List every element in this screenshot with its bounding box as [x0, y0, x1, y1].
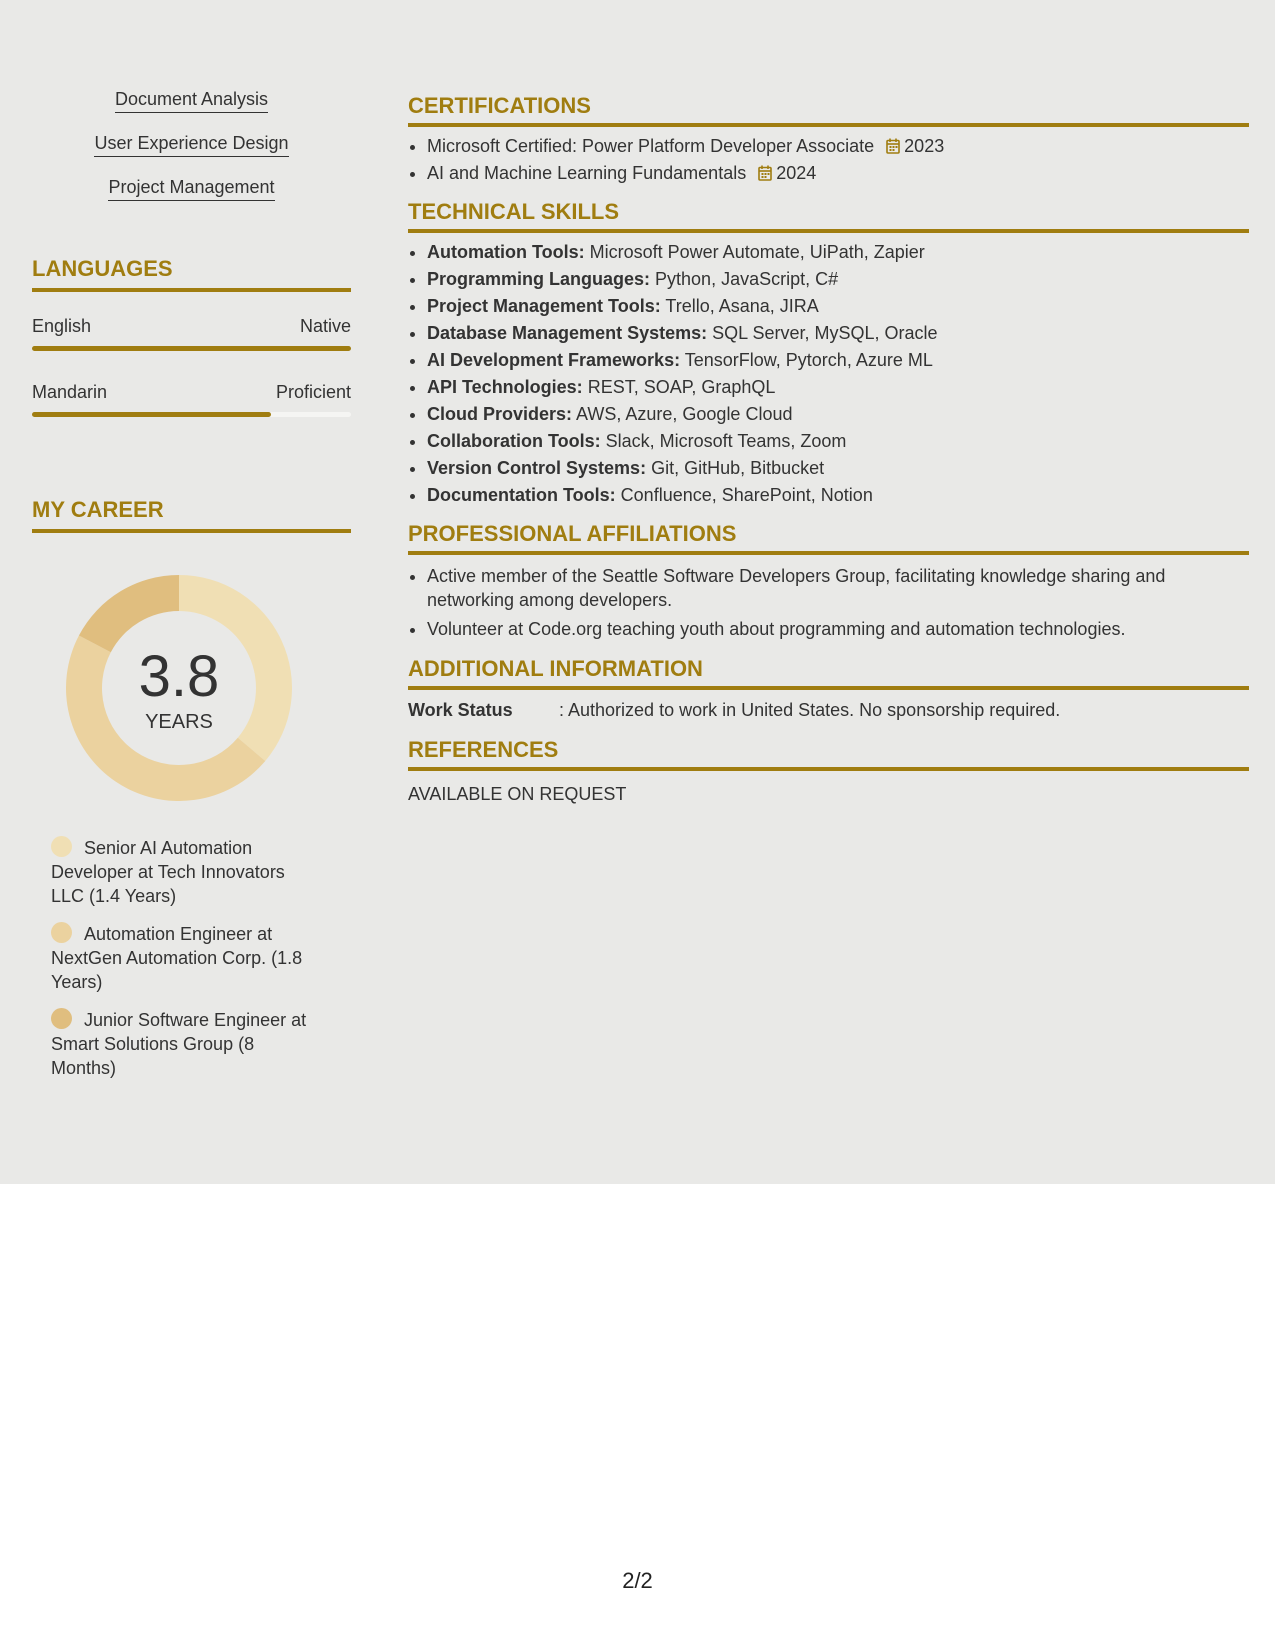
career-item — [51, 922, 321, 994]
tech-skill-label: Programming Languages: — [427, 269, 651, 289]
references-text: AVAILABLE ON REQUEST — [408, 784, 627, 804]
tech-skill-item — [427, 455, 1249, 482]
technical-skills-title: TECHNICAL SKILLS — [408, 199, 1249, 233]
technical-skills-section — [408, 199, 1249, 509]
certifications-section — [408, 93, 1249, 187]
technical-skills-list — [408, 239, 1249, 509]
tech-skill-item — [427, 320, 1249, 347]
page-number: 2/2 — [622, 1568, 653, 1593]
tech-skill-item — [427, 374, 1249, 401]
language-bar — [32, 412, 351, 417]
references-section — [408, 737, 1249, 805]
career-dot — [51, 1008, 72, 1029]
tech-skill-label: Collaboration Tools: — [427, 431, 601, 451]
affiliation-item: • Volunteer at Code.org teaching youth about programming and automation technologies. — [427, 615, 1249, 644]
certifications-title: CERTIFICATIONS — [408, 93, 1249, 127]
career-item-text: Senior AI Automation Developer at Tech Innovators LLC (1.4 Years) — [51, 838, 285, 906]
career-item-text: Automation Engineer at NextGen Automation Corp. (1.8 Years) — [51, 924, 303, 992]
language-name: English — [32, 316, 92, 336]
certification-year: 2024 — [776, 163, 817, 183]
tech-skill-item — [427, 347, 1249, 374]
tech-skill-item — [427, 482, 1249, 509]
donut-segment — [79, 575, 179, 652]
tech-skill-item — [427, 401, 1249, 428]
certification-item — [427, 160, 1249, 187]
tech-skill-value: AWS, Azure, Google Cloud — [572, 404, 793, 424]
references-title: REFERENCES — [408, 737, 1249, 771]
language-level: Native — [299, 316, 351, 336]
tech-skill-label: Database Management Systems: — [427, 323, 708, 343]
career-dot — [51, 836, 72, 857]
languages-section — [32, 256, 351, 417]
career-dot — [51, 922, 72, 943]
language-mandarin — [32, 381, 351, 417]
skill-link-project-management[interactable]: Project Management — [108, 176, 274, 201]
certification-name: AI and Machine Learning Fundamentals — [427, 163, 747, 183]
certification-name: Microsoft Certified: Power Platform Developer Associate — [427, 136, 875, 156]
affiliations-section — [408, 521, 1249, 644]
certification-year: 2023 — [904, 136, 945, 156]
tech-skill-label: Project Management Tools: — [427, 296, 661, 316]
work-status-label: Work Status — [408, 700, 513, 720]
certification-item — [427, 133, 1249, 160]
language-bar-fill — [32, 346, 351, 351]
additional-info-title: ADDITIONAL INFORMATION — [408, 656, 1249, 690]
tech-skill-label: AI Development Frameworks: — [427, 350, 681, 370]
tech-skill-label: Version Control Systems: — [427, 458, 647, 478]
languages-title: LANGUAGES — [32, 256, 351, 292]
tech-skill-value: Trello, Asana, JIRA — [660, 296, 819, 316]
career-legend — [51, 836, 321, 1094]
work-status-row — [408, 699, 1249, 721]
skill-link-ux-design[interactable]: User Experience Design — [94, 132, 288, 157]
career-donut-chart — [66, 575, 292, 801]
calendar-icon — [886, 138, 900, 154]
career-title: MY CAREER — [32, 497, 351, 533]
skill-links — [32, 88, 351, 220]
tech-skill-label: Cloud Providers: — [427, 404, 573, 424]
tech-skill-value: Confluence, SharePoint, Notion — [615, 485, 873, 505]
tech-skill-label: API Technologies: — [427, 377, 583, 397]
career-item — [51, 836, 321, 908]
additional-info-section — [408, 656, 1249, 721]
tech-skill-value: Slack, Microsoft Teams, Zoom — [600, 431, 847, 451]
language-bar — [32, 346, 351, 351]
language-name: Mandarin — [32, 382, 108, 402]
language-english — [32, 315, 351, 351]
tech-skill-item — [427, 293, 1249, 320]
tech-skill-item — [427, 239, 1249, 266]
tech-skill-value: TensorFlow, Pytorch, Azure ML — [680, 350, 933, 370]
tech-skill-value: Microsoft Power Automate, UiPath, Zapier — [584, 242, 925, 262]
tech-skill-value: REST, SOAP, GraphQL — [582, 377, 776, 397]
language-bar-fill — [32, 412, 271, 417]
career-item — [51, 1008, 321, 1080]
right-column — [408, 93, 1249, 817]
tech-skill-label: Documentation Tools: — [427, 485, 616, 505]
skill-link-document-analysis[interactable]: Document Analysis — [115, 88, 268, 113]
tech-skill-item — [427, 266, 1249, 293]
tech-skill-value: Git, GitHub, Bitbucket — [646, 458, 825, 478]
work-status-value: : Authorized to work in United States. No sponsorship required. — [559, 700, 1061, 720]
tech-skill-value: SQL Server, MySQL, Oracle — [707, 323, 938, 343]
calendar-icon — [758, 165, 772, 181]
language-level: Proficient — [275, 382, 351, 402]
affiliations-title: PROFESSIONAL AFFILIATIONS — [408, 521, 1249, 555]
career-section — [32, 497, 351, 1078]
career-total-years: 3.8 — [138, 644, 220, 709]
tech-skill-value: Python, JavaScript, C# — [650, 269, 839, 289]
tech-skill-label: Automation Tools: — [427, 242, 585, 262]
affiliation-item: • Active member of the Seattle Software Developers Group, facilitating knowledge sharing and networking among developers. — [427, 562, 1249, 615]
tech-skill-item — [427, 428, 1249, 455]
career-item-text: Junior Software Engineer at Smart Solutions Group (8 Months) — [51, 1010, 307, 1078]
career-years-unit: YEARS — [145, 711, 213, 733]
